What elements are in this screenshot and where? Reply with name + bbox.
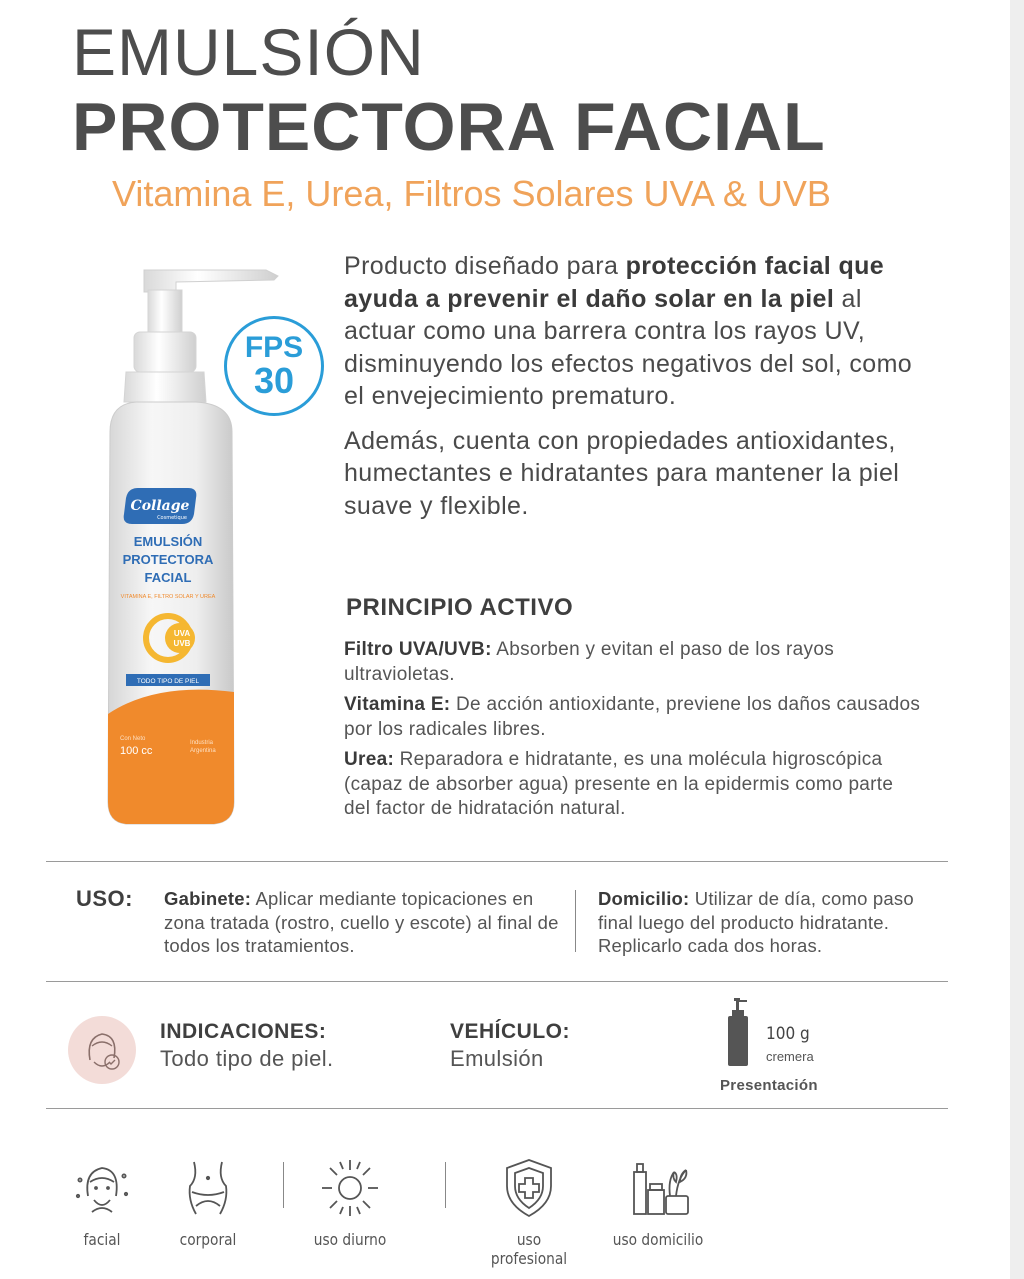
- brand-logo: [124, 488, 197, 524]
- uso-gabinete: Gabinete: Aplicar mediante topicaciones en zona tratada (rostro, cuello y escote) al final de todos los tratamientos.: [164, 888, 559, 956]
- home-products-icon: [628, 1156, 692, 1220]
- icon-separator: [283, 1162, 284, 1208]
- indicaciones-value: Todo tipo de piel.: [160, 1046, 334, 1071]
- skin-face-icon: [68, 1016, 136, 1084]
- usage-label-uso-domicilio: uso domicilio: [612, 1230, 704, 1249]
- vehiculo-title: VEHÍCULO:: [450, 1020, 570, 1043]
- bottle-label-small: VITAMINA E, FILTRO SOLAR Y UREA: [120, 594, 216, 600]
- active-ingredient-item: Filtro UVA/UVB: Absorben y evitan el paso de los rayos ultravioletas.: [344, 639, 834, 685]
- icon-separator: [445, 1162, 446, 1208]
- body-icon: [176, 1156, 240, 1220]
- bottle-label-line: PROTECTORA: [122, 552, 214, 567]
- bottle-label-line: FACIAL: [144, 570, 192, 585]
- presentacion-label: Presentación: [720, 1077, 818, 1094]
- page-edge: [1010, 0, 1024, 1279]
- principio-activo-list: [344, 638, 924, 828]
- presentacion-type: cremera: [766, 1049, 814, 1064]
- subtitle: Vitamina E, Urea, Filtros Solares UVA & UVB: [112, 173, 831, 214]
- divider: [46, 861, 948, 862]
- bottle-label-band: TODO TIPO DE PIEL: [136, 678, 200, 685]
- divider: [46, 1108, 948, 1109]
- title-line-1: EMULSIÓN: [72, 15, 425, 89]
- indicaciones-title: INDICACIONES:: [160, 1020, 327, 1043]
- bottle-extra-text: Argentina: [190, 748, 216, 754]
- vehiculo-value: Emulsión: [450, 1046, 544, 1071]
- fps-label: FPS: [244, 331, 304, 364]
- uso-separator: [575, 890, 576, 952]
- fps-badge: [224, 316, 324, 416]
- presentacion-quantity: 100 g: [766, 1024, 810, 1044]
- usage-label-uso-profesional: uso profesional: [490, 1230, 568, 1268]
- bottle-extra-text: Industria: [190, 740, 214, 746]
- uso-domicilio: Domicilio: Utilizar de día, como paso final luego del producto hidratante. Replicarlo cada dos horas.: [598, 888, 914, 956]
- uso-label: USO:: [76, 886, 133, 911]
- usage-label-uso-diurno: uso diurno: [313, 1230, 387, 1249]
- usage-label-corporal: corporal: [179, 1230, 237, 1249]
- usage-label-facial: facial: [83, 1230, 121, 1249]
- sun-icon: [318, 1156, 382, 1220]
- face-icon: [70, 1156, 134, 1220]
- active-ingredient-item: Urea: Reparadora e hidratante, es una molécula higroscópica (capaz de absorber agua) presente en la epidermis como parte del factor de hidratación natural.: [344, 749, 894, 819]
- fps-value: 30: [253, 360, 295, 401]
- bottle-brand: Collage: [130, 498, 190, 514]
- bottle-sun-text: UVA: [173, 629, 191, 638]
- active-ingredient-item: Vitamina E: De acción antioxidante, previene los daños causados por los radicales libres.: [344, 694, 921, 740]
- bottle-label-line: EMULSIÓN: [133, 534, 203, 549]
- principio-activo-title: PRINCIPIO ACTIVO: [346, 594, 574, 621]
- bottle-icon: [724, 998, 754, 1068]
- description-paragraph-1: Producto diseñado para protección facial que ayuda a prevenir el daño solar en la piel al actuar como una barrera contra los rayos UV, disminuyendo los efectos negativos del sol, como el envejecimiento prematuro.: [344, 252, 913, 410]
- title-line-2: PROTECTORA FACIAL: [72, 89, 826, 165]
- divider: [46, 981, 948, 982]
- bottle-content-label: Con Neto: [120, 736, 146, 742]
- bottle-brand-sub: Cosmetique: [157, 515, 187, 521]
- bottle-content-value: 100 cc: [120, 745, 153, 757]
- product-description: [344, 250, 924, 534]
- description-paragraph-2: Además, cuenta con propiedades antioxidantes, humectantes e hidratantes para mantener la piel suave y flexible.: [344, 426, 900, 520]
- shield-cross-icon: [497, 1156, 561, 1220]
- bottle-sun-text: UVB: [173, 639, 191, 648]
